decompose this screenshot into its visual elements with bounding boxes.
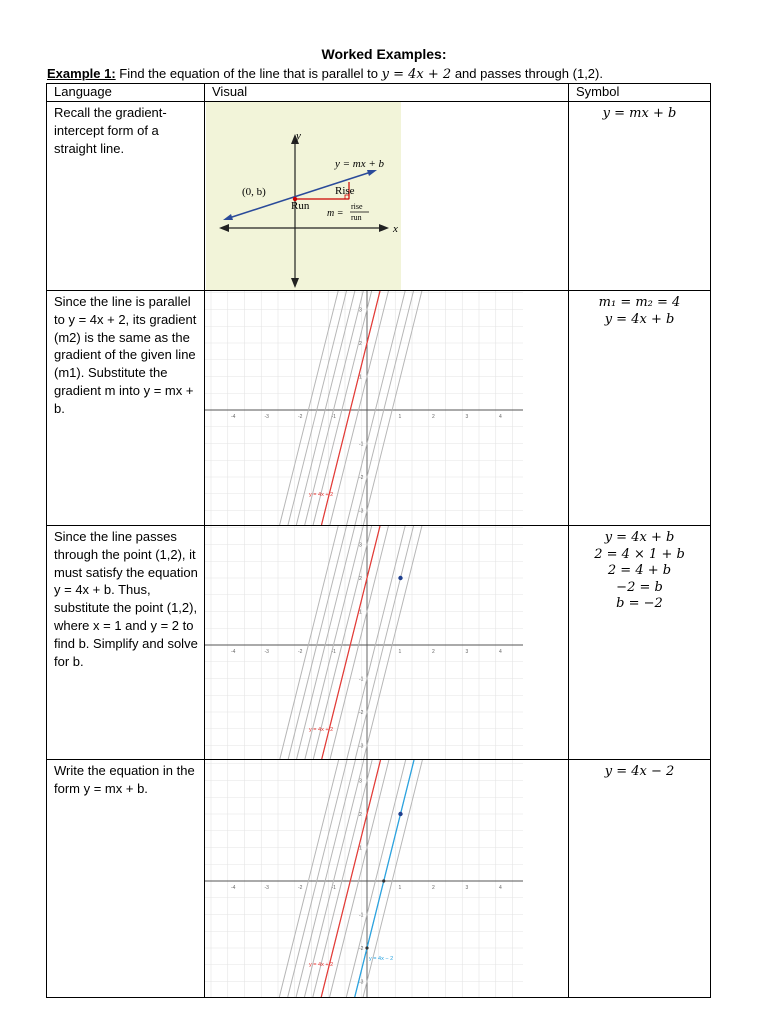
symbol-cell	[569, 760, 711, 998]
column-header-language: Language	[47, 84, 205, 102]
x-tick-label: 4	[499, 649, 502, 655]
x-tick-label: 4	[499, 414, 502, 420]
x-tick-label: -3	[264, 885, 269, 891]
intercept-label: (0, b)	[242, 186, 266, 198]
x-tick-label: 3	[465, 649, 469, 655]
table-row	[47, 102, 711, 291]
x-tick-label: -3	[264, 414, 269, 420]
y-tick-label: -2	[359, 946, 364, 952]
line-label: y = mx + b	[335, 158, 385, 170]
symbol-line: y = 4x − 2	[604, 764, 675, 779]
table-row	[47, 291, 711, 526]
gradient-formula-label: m =	[327, 208, 344, 219]
y-tick-label: -3	[359, 508, 364, 515]
parallel-lines	[279, 760, 422, 997]
y-intercept-point	[365, 946, 368, 949]
symbol-cell	[569, 102, 711, 291]
graph-point-substitution	[205, 526, 561, 759]
x-tick-label: -3	[264, 649, 269, 655]
table-row	[47, 526, 711, 760]
y-tick-label: 2	[359, 812, 362, 818]
diagram-background	[206, 102, 401, 290]
x-tick-label: -4	[231, 414, 236, 420]
x-tick-label: -1	[331, 649, 336, 655]
axis-ticks	[231, 543, 502, 760]
y-tick-label: 2	[359, 341, 362, 347]
point-1-2	[398, 576, 402, 580]
visual-cell	[205, 526, 569, 760]
symbol-line: 2 = 4 + b	[607, 563, 672, 578]
given-line-label: y = 4x + 2	[309, 492, 334, 498]
graph-parallel-lines	[205, 291, 561, 525]
y-tick-label: -2	[359, 475, 364, 481]
gradient-intercept-diagram	[205, 102, 561, 290]
x-tick-label: -4	[231, 885, 236, 891]
x-axis-label: x	[393, 223, 398, 235]
symbol-line: 2 = 4 × 1 + b	[594, 546, 685, 562]
y-tick-label: 3	[359, 542, 362, 549]
visual-cell	[205, 102, 569, 291]
symbol-cell	[569, 291, 711, 526]
y-tick-label: 1	[359, 845, 362, 852]
given-line-label: y = 4x + 2	[309, 727, 334, 733]
language-cell: Write the equation in the form y = mx + b.	[47, 760, 205, 998]
x-tick-label: -2	[298, 649, 303, 655]
y-axis-label: y	[296, 130, 301, 142]
y-tick-label: -3	[359, 743, 364, 750]
symbol-line: y = mx + b	[602, 106, 677, 121]
column-header-symbol: Symbol	[569, 84, 711, 102]
y-tick-label: 3	[359, 307, 362, 314]
visual-cell	[205, 291, 569, 526]
column-header-visual: Visual	[205, 84, 569, 102]
x-tick-label: 2	[432, 885, 435, 891]
symbol-line: y = 4x + b	[604, 311, 675, 327]
y-tick-label: 3	[359, 778, 362, 785]
given-line-label: y = 4x + 2	[309, 962, 334, 968]
symbol-line: −2 = b	[616, 579, 663, 595]
rise-label: Rise	[335, 185, 355, 197]
worked-example-table	[46, 83, 711, 998]
x-tick-label: 4	[499, 885, 502, 891]
symbol-line: b = −2	[616, 596, 663, 611]
y-tick-label: -1	[359, 676, 364, 683]
x-tick-label: 1	[398, 649, 402, 655]
table-row	[47, 760, 711, 998]
y-tick-label: -1	[359, 912, 364, 919]
answer-line-label: y = 4x − 2	[369, 956, 394, 962]
x-tick-label: -1	[331, 414, 336, 420]
x-tick-label: -1	[331, 885, 336, 891]
x-tick-label: 1	[398, 414, 402, 420]
x-tick-label: 3	[465, 414, 469, 420]
y-tick-label: 2	[359, 576, 362, 582]
y-tick-label: -2	[359, 710, 364, 716]
axis-ticks	[231, 308, 502, 526]
language-cell: Since the line passes through the point (1,2), it must satisfy the equation y = 4x + b. Thus, substitute the point (1,2), where x = 1 and y = 2 to find b. Simplify and solve for b.	[47, 526, 205, 760]
x-tick-label: 2	[432, 649, 435, 655]
x-intercept-point	[382, 879, 385, 882]
example-line-equation: y = 4x + 2	[381, 67, 452, 82]
x-tick-label: -2	[298, 414, 303, 420]
example-text-before: Find the equation of the line that is parallel to	[119, 66, 379, 81]
y-tick-label: 1	[359, 609, 362, 616]
x-tick-label: 3	[465, 885, 469, 891]
example-statement	[47, 66, 747, 82]
visual-cell	[205, 760, 569, 998]
y-tick-label: -3	[359, 979, 364, 986]
x-tick-label: 2	[432, 414, 435, 420]
symbol-line: m₁ = m₂ = 4	[598, 295, 681, 310]
language-cell: Since the line is parallel to y = 4x + 2, its gradient (m2) is the same as the gradient of the given line (m1). Substitute the gradient m into y = mx + b.	[47, 291, 205, 526]
x-tick-label: -2	[298, 885, 303, 891]
fraction-numerator: rise	[351, 202, 363, 211]
axis-ticks	[231, 779, 502, 998]
y-tick-label: 1	[359, 374, 362, 381]
fraction-denominator: run	[351, 213, 362, 222]
language-cell: Recall the gradient-intercept form of a straight line.	[47, 102, 205, 291]
example-text-middle: and passes through	[454, 66, 570, 81]
x-tick-label: 1	[398, 885, 402, 891]
symbol-cell	[569, 526, 711, 760]
point-1-2	[398, 812, 402, 816]
graph-final-line	[205, 760, 561, 997]
example-label: Example 1:	[47, 66, 116, 81]
table-header-row	[47, 84, 711, 102]
page-title: Worked Examples:	[321, 46, 447, 62]
y-tick-label: -1	[359, 441, 364, 448]
run-label: Run	[291, 200, 310, 212]
x-tick-label: -4	[231, 649, 236, 655]
symbol-line: y = 4x + b	[604, 530, 675, 545]
example-point: (1,2).	[572, 66, 603, 81]
